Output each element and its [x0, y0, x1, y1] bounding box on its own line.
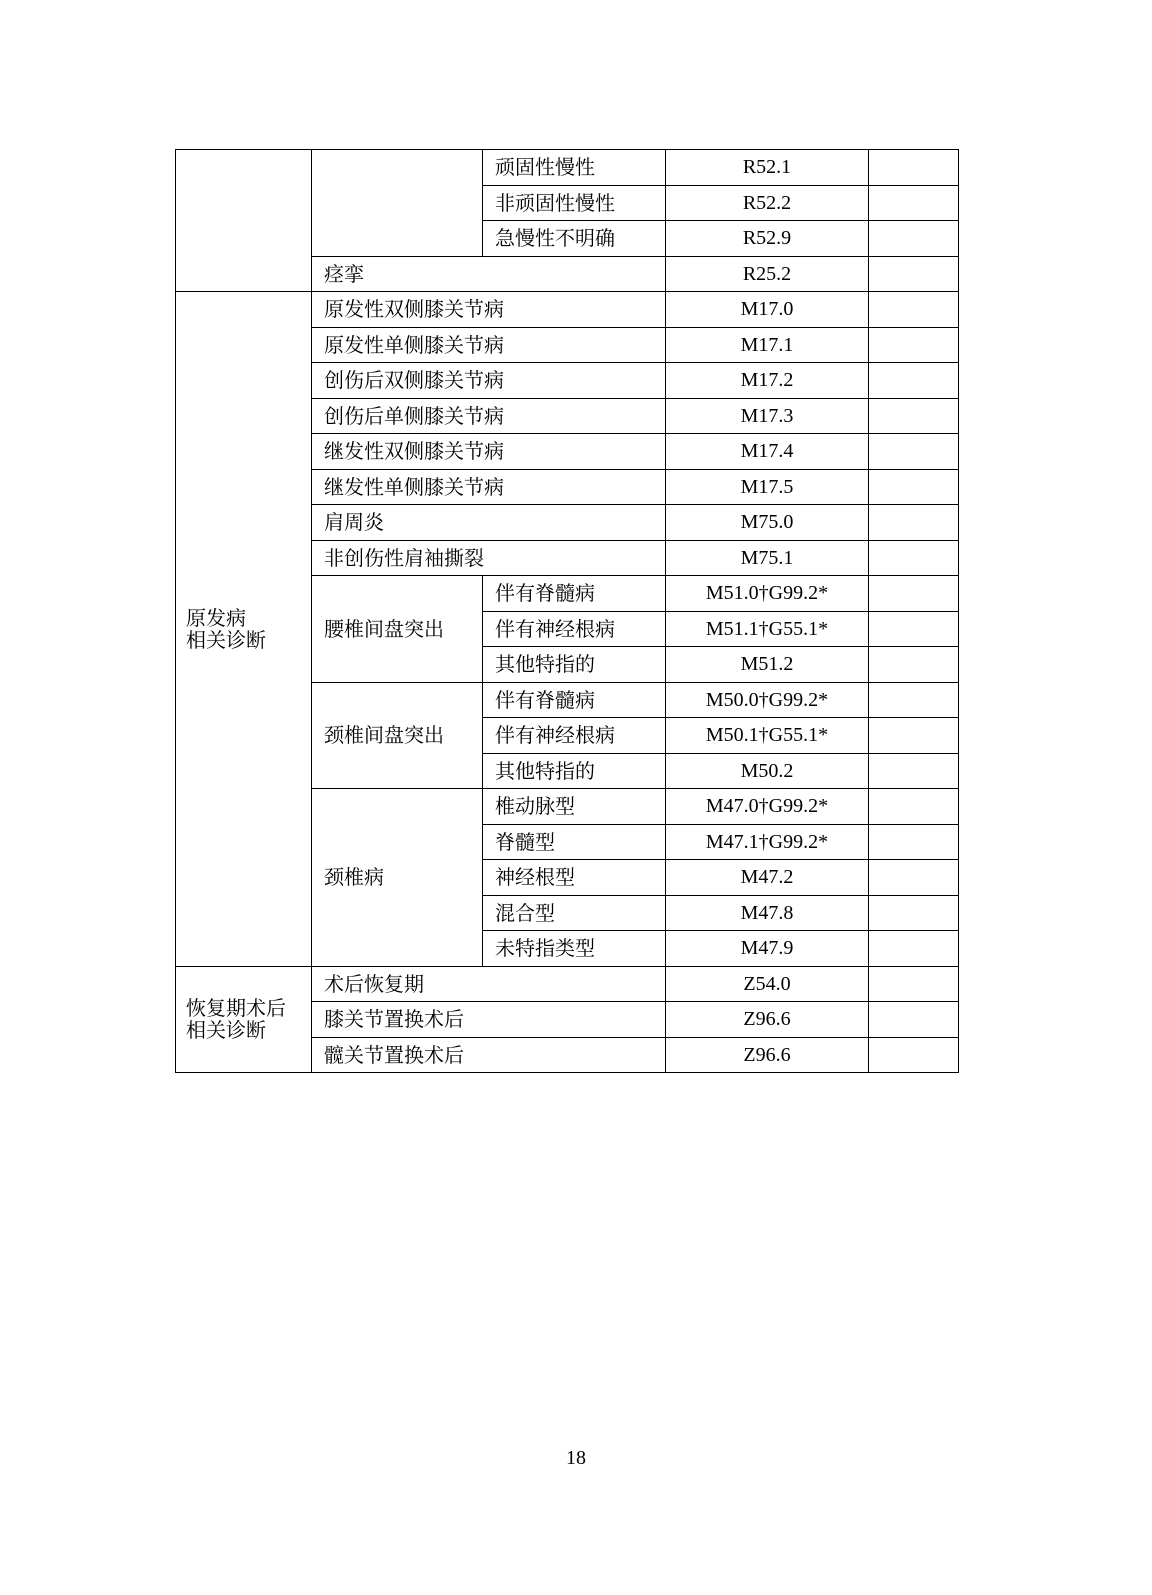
remark-cell [869, 1037, 959, 1073]
subtype-cell: 非顽固性慢性 [483, 185, 666, 221]
remark-cell [869, 434, 959, 470]
disease-cell: 原发性单侧膝关节病 [312, 327, 666, 363]
disease-cell-lumbar-disc: 腰椎间盘突出 [312, 576, 483, 683]
code-cell: R25.2 [666, 256, 869, 292]
code-cell: M17.1 [666, 327, 869, 363]
table-row [176, 292, 959, 328]
disease-cell-cervical-disc: 颈椎间盘突出 [312, 682, 483, 789]
category-label-line1: 恢复期术后 [186, 996, 286, 1021]
remark-cell [869, 150, 959, 186]
subtype-cell: 神经根型 [483, 860, 666, 896]
code-cell: M17.3 [666, 398, 869, 434]
remark-cell [869, 824, 959, 860]
remark-cell [869, 682, 959, 718]
code-cell: R52.9 [666, 221, 869, 257]
remark-cell [869, 789, 959, 825]
remark-cell [869, 966, 959, 1002]
subtype-cell: 急慢性不明确 [483, 221, 666, 257]
category-label-line1: 原发病 [186, 605, 246, 630]
disease-cell: 膝关节置换术后 [312, 1002, 666, 1038]
code-cell: Z54.0 [666, 966, 869, 1002]
subtype-cell: 脊髓型 [483, 824, 666, 860]
remark-cell [869, 256, 959, 292]
remark-cell [869, 931, 959, 967]
code-cell: M50.2 [666, 753, 869, 789]
disease-cell: 创伤后单侧膝关节病 [312, 398, 666, 434]
subtype-cell: 未特指类型 [483, 931, 666, 967]
remark-cell [869, 718, 959, 754]
subtype-cell: 伴有脊髓病 [483, 576, 666, 612]
remark-cell [869, 292, 959, 328]
remark-cell [869, 753, 959, 789]
subtype-cell: 伴有脊髓病 [483, 682, 666, 718]
code-cell: M47.1†G99.2* [666, 824, 869, 860]
remark-cell [869, 860, 959, 896]
subtype-cell: 其他特指的 [483, 753, 666, 789]
category-cell [176, 150, 312, 292]
code-cell: M47.8 [666, 895, 869, 931]
disease-cell: 原发性双侧膝关节病 [312, 292, 666, 328]
code-cell: M75.1 [666, 540, 869, 576]
remark-cell [869, 469, 959, 505]
remark-cell [869, 540, 959, 576]
remark-cell [869, 611, 959, 647]
disease-cell: 术后恢复期 [312, 966, 666, 1002]
disease-cell: 创伤后双侧膝关节病 [312, 363, 666, 399]
code-cell: M75.0 [666, 505, 869, 541]
code-cell: M50.1†G55.1* [666, 718, 869, 754]
remark-cell [869, 185, 959, 221]
disease-cell: 非创伤性肩袖撕裂 [312, 540, 666, 576]
subtype-cell: 椎动脉型 [483, 789, 666, 825]
remark-cell [869, 1002, 959, 1038]
code-cell: M47.9 [666, 931, 869, 967]
code-cell: M51.1†G55.1* [666, 611, 869, 647]
code-cell: M50.0†G99.2* [666, 682, 869, 718]
disease-cell [312, 150, 483, 257]
subtype-cell: 顽固性慢性 [483, 150, 666, 186]
diagnosis-code-table [175, 149, 959, 1073]
category-label-line2: 相关诊断 [186, 1018, 266, 1043]
disease-cell-cervical-spondylosis: 颈椎病 [312, 789, 483, 967]
subtype-cell: 伴有神经根病 [483, 611, 666, 647]
remark-cell [869, 398, 959, 434]
remark-cell [869, 505, 959, 541]
remark-cell [869, 647, 959, 683]
remark-cell [869, 327, 959, 363]
disease-cell: 髋关节置换术后 [312, 1037, 666, 1073]
code-cell: M51.2 [666, 647, 869, 683]
code-cell: M17.4 [666, 434, 869, 470]
code-cell: M17.0 [666, 292, 869, 328]
remark-cell [869, 363, 959, 399]
code-cell: M17.5 [666, 469, 869, 505]
code-cell: M47.2 [666, 860, 869, 896]
remark-cell [869, 895, 959, 931]
subtype-cell: 伴有神经根病 [483, 718, 666, 754]
disease-cell: 痉挛 [312, 256, 666, 292]
code-cell: R52.2 [666, 185, 869, 221]
category-label-line2: 相关诊断 [186, 627, 266, 652]
code-cell: M51.0†G99.2* [666, 576, 869, 612]
disease-cell: 肩周炎 [312, 505, 666, 541]
subtype-cell: 其他特指的 [483, 647, 666, 683]
remark-cell [869, 576, 959, 612]
code-cell: R52.1 [666, 150, 869, 186]
disease-cell: 继发性单侧膝关节病 [312, 469, 666, 505]
category-cell-recovery [176, 966, 312, 1073]
subtype-cell: 混合型 [483, 895, 666, 931]
table-row [176, 150, 959, 186]
disease-cell: 继发性双侧膝关节病 [312, 434, 666, 470]
category-cell-primary [176, 292, 312, 967]
table-row [176, 966, 959, 1002]
code-cell: M17.2 [666, 363, 869, 399]
page-number: 18 [566, 1447, 586, 1469]
code-cell: Z96.6 [666, 1002, 869, 1038]
code-cell: Z96.6 [666, 1037, 869, 1073]
remark-cell [869, 221, 959, 257]
code-cell: M47.0†G99.2* [666, 789, 869, 825]
